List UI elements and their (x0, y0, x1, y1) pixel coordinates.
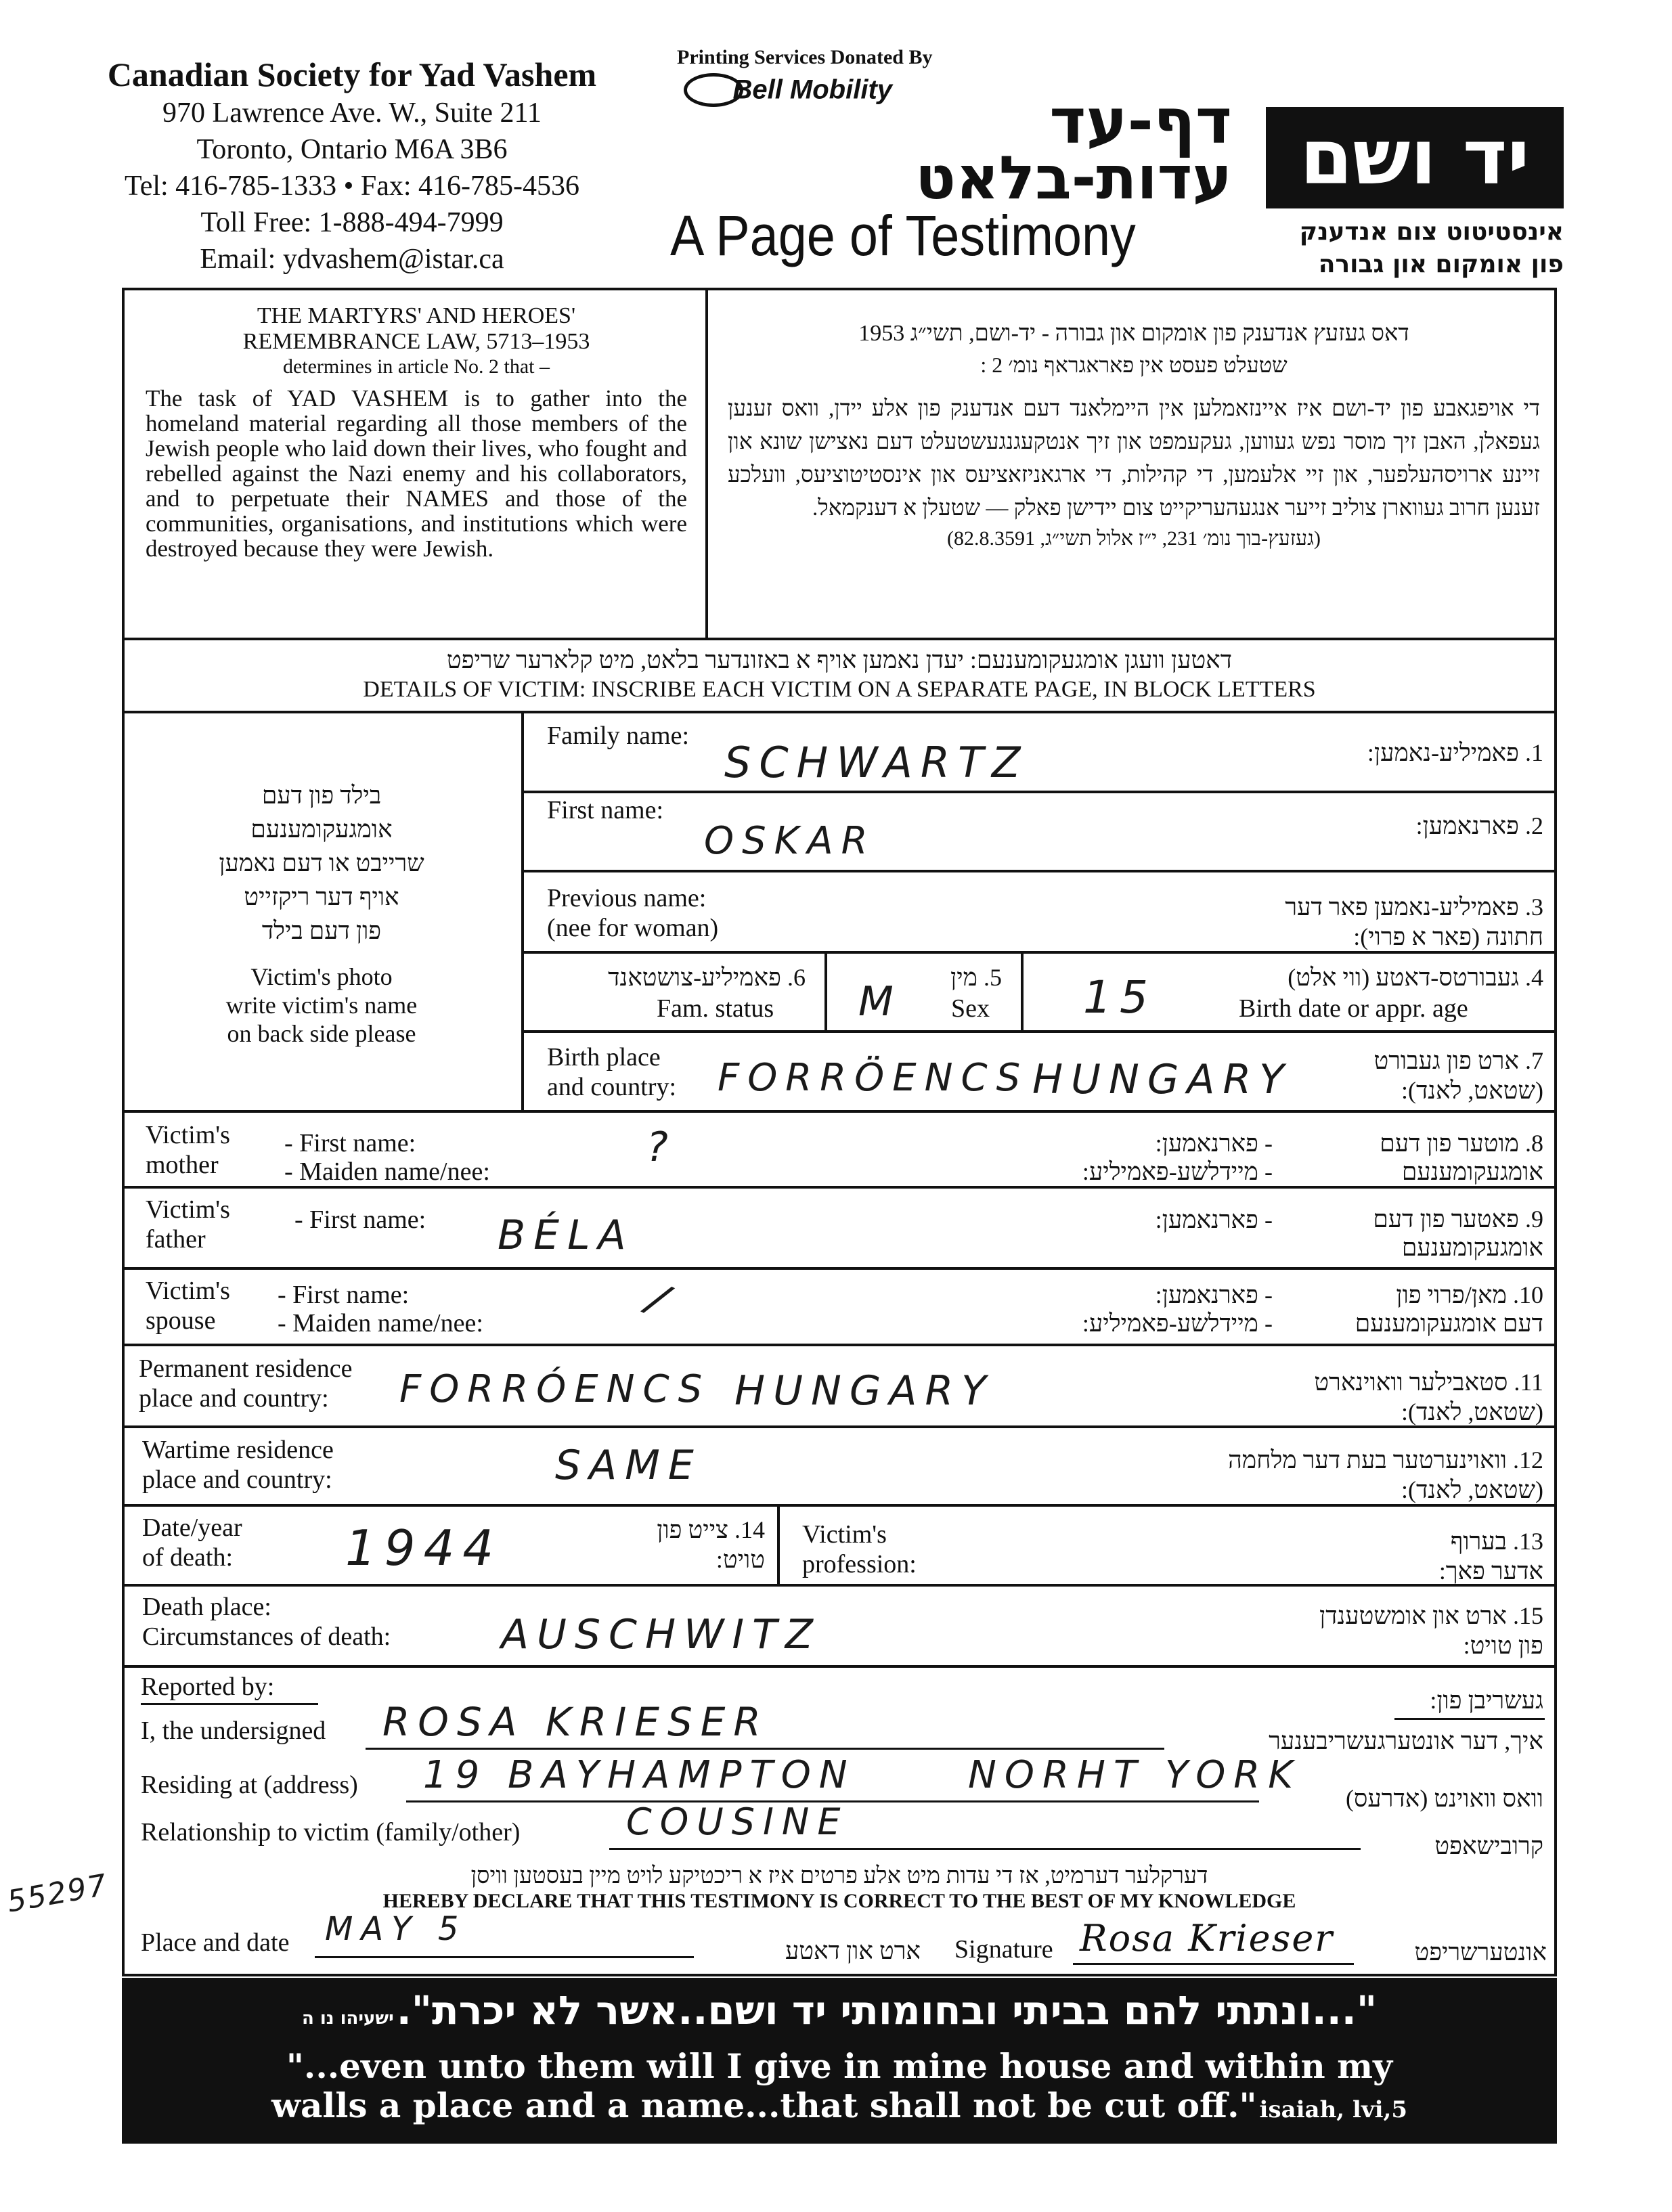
death-date-heb-2: טויט: (716, 1546, 765, 1573)
first-name-heb: 2. פארנאמען: (1415, 812, 1543, 839)
law-title-1: THE MARTYRS' AND HEROES' (257, 303, 576, 328)
death-date-heb-1: 14. צייט פון (657, 1516, 765, 1543)
reported-by-label: Reported by: (141, 1673, 275, 1701)
family-name-value[interactable]: SCHWARTZ (724, 738, 1029, 787)
father-label-2: father (146, 1225, 206, 1254)
undersigned-heb: איך, דער אונטערגעשריבענער (1269, 1727, 1543, 1754)
father-label (146, 1195, 230, 1254)
page-title: A Page of Testimony (670, 204, 1136, 267)
law-box-hebrew (728, 318, 1540, 552)
birth-label: Birth date or appr. age (1239, 994, 1468, 1023)
mother-maiden-name-heb: - מיידלשע-פאמיליע: (1082, 1158, 1273, 1185)
address-label: Residing at (address) (141, 1771, 358, 1799)
wartime-heb-2: (שטאט, לאנד): (1401, 1476, 1543, 1503)
spouse-heb (1252, 1281, 1543, 1337)
signature-label: Signature (954, 1935, 1053, 1964)
birth-place-label-2: and country: (547, 1073, 677, 1101)
spouse-maiden-name-heb: - מיידלשע-פאמיליע: (1082, 1310, 1273, 1337)
org-address1: 970 Lawrence Ave. W., Suite 211 (162, 97, 542, 129)
death-place-heb-1: 15. ארט און אומשטענדן (1319, 1602, 1543, 1629)
spouse-value[interactable]: / (640, 1273, 682, 1329)
law-title-2: REMEMBRANCE LAW, 5713–1953 (242, 329, 590, 354)
relation-heb: קרובישאפט (1434, 1832, 1543, 1859)
previous-name-label-1: Previous name: (547, 884, 707, 912)
previous-name-heb (1083, 892, 1543, 952)
birth-place-heb-2: (שטאט, לאנד): (1401, 1077, 1543, 1104)
spouse-sub-labels (278, 1281, 483, 1337)
declaration-heb: דערקלער דערמיט, אז די עדות מיט אלע פרטים איז א ריכטיקע לויט מיין בעסטען וויסן (470, 1863, 1208, 1888)
wartime-heb (1083, 1445, 1543, 1505)
father-first-name-heb: - פארנאמען: (1155, 1206, 1273, 1233)
father-heb (1286, 1205, 1543, 1262)
birth-place-label (547, 1042, 676, 1102)
father-heb-2: אומגעקומענעם (1401, 1234, 1543, 1261)
death-date-label-1: Date/year (142, 1513, 242, 1542)
signature-heb: אונטערשריפט (1414, 1939, 1547, 1966)
first-name-value[interactable]: OSKAR (704, 819, 876, 863)
mother-label-2: mother (146, 1151, 219, 1179)
banner-en-2: walls a place and a name...that shall not be cut off." (271, 2085, 1257, 2125)
sponsor-label: Printing Services Donated By (677, 46, 933, 68)
spouse-heb-2: דעם אומגעקומענעם (1355, 1310, 1543, 1337)
sex-value[interactable]: M (858, 978, 902, 1025)
birth-value[interactable]: 15 (1083, 971, 1156, 1023)
previous-name-heb-2: חתונה (פאר א פרוי): (1353, 923, 1543, 950)
relation-label: Relationship to victim (family/other) (141, 1818, 521, 1846)
title-yiddish-2: עדות-בלאט (915, 143, 1232, 213)
first-name-label: First name: (547, 796, 664, 824)
death-date-label (142, 1513, 242, 1572)
place-date-heb: ארט און דאטע (785, 1937, 921, 1964)
previous-name-label (547, 883, 718, 943)
profession-label (802, 1520, 917, 1579)
org-tollfree: Toll Free: 1-888-494-7999 (200, 207, 504, 238)
photo-en-2: write victim's name (225, 992, 418, 1019)
undersigned-value[interactable]: ROSA KRIESER (382, 1699, 769, 1745)
margin-number: 55297 (4, 1867, 111, 1920)
photo-heb-1: בילד פון דעם (261, 782, 382, 809)
permanent-heb (1185, 1367, 1543, 1427)
place-date-label: Place and date (141, 1928, 290, 1957)
family-name-heb: 1. פאמיליע-נאמען: (1367, 739, 1543, 766)
law-heb-text: די אויפגאבע פון יד-ושם איז איינזאמלען אין היימלאנד דעם אנדענק פון אלע יידן, וואס זענען געפאלן, האבן זיך מוסר נפש געווען, געקעמפט און זיך אנטקעגנגעשטעלט דעם נאצישן שונא און זיינע ארויסהעלפער, און זיי אלעמען, די קהילות, די ארגאניזאציעס און אינסטיטוציעס, וועלכע זענען חרוב געווארן צוליב זייער אנגעהעריקייט צום יידישן פאלק — שטעלן א דענקמאל. (728, 397, 1540, 521)
law-heb-title-1: דאס געזעץ אנדענק פון אומקום און גבורה - יד-ושם, תשי״ג 1953 (858, 321, 1409, 346)
title-yiddish-1: דף-עד (1049, 85, 1232, 158)
yad-vashem-logo (1266, 107, 1564, 208)
birth-place-heb-1: 7. ארט פון געבורט (1373, 1047, 1543, 1074)
declaration (135, 1863, 1543, 1913)
death-place-value[interactable]: AUSCHWITZ (501, 1611, 821, 1658)
death-date-label-2: of death: (142, 1543, 234, 1572)
wartime-value[interactable]: SAME (555, 1442, 702, 1489)
spouse-heb-1: 10. מאן/פרוי פון (1396, 1281, 1543, 1308)
mother-maiden-name-label: - Maiden name/nee: (284, 1157, 490, 1186)
banner-en-line-2 (122, 2086, 1557, 2125)
fam-status-label: Fam. status (657, 994, 774, 1023)
sex-label: Sex (951, 994, 990, 1023)
mother-label (146, 1120, 230, 1180)
address-value-2[interactable]: NORHT YORK (968, 1753, 1301, 1797)
mother-value[interactable]: ? (646, 1124, 676, 1171)
death-place-label (142, 1592, 391, 1652)
birth-place-label-1: Birth place (547, 1043, 661, 1071)
relation-value[interactable]: COUSINE (626, 1800, 849, 1843)
profession-heb (1286, 1526, 1543, 1586)
permanent-label-1: Permanent residence (139, 1354, 353, 1383)
photo-en-3: on back side please (227, 1020, 416, 1047)
photo-heb-5: פון דעם בילד (261, 917, 382, 944)
law-title-3: determines in article No. 2 that – (282, 355, 550, 378)
banner-en-1: "...even unto them will I give in mine house and within my (286, 2046, 1393, 2086)
banner-heb-ref: ישעיהו נו ה (301, 2008, 394, 2029)
wartime-label-2: place and country: (142, 1465, 332, 1494)
photo-en-1: Victim's photo (250, 963, 393, 990)
spouse-label-1: Victim's (146, 1277, 230, 1305)
photo-heb-3: שרייבט או דעם נאמען (219, 849, 424, 877)
reported-by-heb: געשריבן פון: (1430, 1687, 1543, 1714)
birth-place-value[interactable]: FORRÖENCS (718, 1056, 1029, 1100)
permanent-label (139, 1354, 352, 1413)
law-box-english (146, 303, 687, 561)
banner-heb-line (162, 1987, 1516, 2033)
birth-place-heb (1286, 1046, 1543, 1105)
sex-heb: 5. מין (950, 964, 1002, 991)
father-heb-1: 9. פאטער פון דעם (1373, 1205, 1543, 1233)
spouse-maiden-name-label: - Maiden name/nee: (278, 1309, 483, 1337)
wartime-label-1: Wartime residence (142, 1436, 334, 1464)
mother-first-name-heb: - פארנאמען: (1155, 1130, 1273, 1157)
bell-mobility-logo (684, 73, 892, 107)
permanent-label-2: place and country: (139, 1384, 329, 1413)
law-heb-ref: (געזעץ-בוך נומ׳ 231, י״ז אלול תשי״ג, 82.8.3591) (947, 527, 1321, 550)
address-value-1[interactable]: 19 BAYHAMPTON (423, 1753, 856, 1797)
banner-heb: "...ונתתי להם בביתי ובחומותי יד ושם..אשר לא יכרת". (396, 1987, 1378, 2033)
org-name: Canadian Society for Yad Vashem (107, 56, 597, 93)
place-date-value[interactable]: MAY 5 (325, 1910, 467, 1948)
death-date-heb (596, 1515, 765, 1574)
death-place-heb (1185, 1601, 1543, 1660)
permanent-place-value[interactable]: FORRÓENCS (399, 1367, 711, 1411)
wartime-heb-1: 12. וואוינערטער בעת דער מלחמה (1228, 1446, 1543, 1474)
address-heb: וואס וואוינט (אדרעס) (1345, 1785, 1543, 1812)
spouse-label (146, 1276, 230, 1335)
details-header-en: DETAILS OF VICTIM: INSCRIBE EACH VICTIM ON A SEPARATE PAGE, IN BLOCK LETTERS (363, 677, 1316, 702)
profession-label-2: profession: (802, 1550, 917, 1578)
mother-first-name-label: - First name: (284, 1129, 416, 1157)
spouse-label-2: spouse (146, 1306, 216, 1335)
org-address2: Toronto, Ontario M6A 3B6 (196, 134, 508, 165)
yad-vashem-sub2: פון אומקום און גבורה (1318, 250, 1564, 278)
father-label-1: Victim's (146, 1195, 230, 1224)
mother-label-1: Victim's (146, 1121, 230, 1149)
yad-vashem-logo-text: יד ושם (1300, 114, 1530, 202)
org-email: Email: ydvashem@istar.ca (200, 244, 504, 275)
death-date-value[interactable]: 1944 (345, 1520, 502, 1576)
death-place-label-1: Death place: (142, 1593, 271, 1621)
yad-vashem-sub1: אינסטיטוט צום אנדענק (1299, 218, 1564, 246)
spouse-first-name-label: - First name: (278, 1281, 410, 1309)
permanent-heb-2: (שטאט, לאנד): (1401, 1398, 1543, 1425)
permanent-country-value[interactable]: HUNGARY (734, 1367, 994, 1415)
mother-sub-labels (284, 1129, 490, 1186)
family-name-label: Family name: (547, 722, 690, 750)
photo-heb-2: אומגעקומענעם (250, 816, 393, 843)
fam-status-heb: 6. פאמיליע-צושטאנד (608, 964, 806, 991)
law-text: The task of YAD VASHEM is to gather into the homeland material regarding all those members of the Jewish people who laid down their lives, who fought and rebelled against the Nazi enemy and his collaborators, and to perpetuate their NAMES and those of the communities, organisations, and institutions which were destroyed because they were Jewish. (146, 385, 687, 562)
father-value[interactable]: BÉLA (498, 1212, 634, 1259)
declaration-en: HEREBY DECLARE THAT THIS TESTIMONY IS CORRECT TO THE BEST OF MY KNOWLEDGE (382, 1890, 1296, 1912)
spouse-first-name-heb: - פארנאמען: (1155, 1281, 1273, 1308)
signature-value[interactable]: Rosa Krieser (1080, 1917, 1334, 1960)
previous-name-label-2: (nee for woman) (547, 914, 719, 942)
birth-country-value[interactable]: HUNGARY (1032, 1056, 1292, 1103)
org-phones: Tel: 416-785-1333 • Fax: 416-785-4536 (124, 171, 580, 202)
wartime-label (142, 1435, 334, 1495)
photo-heb-4: אויף דער ריקזייט (244, 883, 399, 910)
mother-heb-1: 8. מוטער פון דעם (1380, 1130, 1543, 1157)
mother-heb-2: אומגעקומענעם (1401, 1158, 1543, 1185)
death-place-heb-2: פון טויט: (1463, 1632, 1543, 1659)
mother-sub-heb (948, 1129, 1273, 1186)
law-heb-title-2: שטעלט פעסט אין פאראגראף נומ׳ 2 : (980, 353, 1288, 377)
death-place-label-2: Circumstances of death: (142, 1622, 391, 1651)
profession-heb-2: אדער פאך: (1438, 1557, 1543, 1585)
sponsor-logo-text: Bell Mobility (732, 74, 893, 105)
permanent-heb-1: 11. סטאבילער וואוינארט (1314, 1369, 1543, 1396)
banner-en-ref: isaiah, lvi,5 (1259, 2096, 1408, 2123)
quote-banner (122, 1978, 1557, 2144)
details-header-heb: דאטען וועגן אומגעקומענעם: יעדן נאמען אויף א באזונדער בלאט, מיט קלארער שריפט (446, 646, 1233, 673)
spouse-sub-heb (948, 1281, 1273, 1337)
previous-name-heb-1: 3. פאמיליע-נאמען פאר דער (1285, 893, 1543, 921)
birth-heb: 4. געבורטס-דאטע (ווי אלט) (1288, 964, 1543, 991)
org-block (74, 54, 630, 278)
father-first-name-label: - First name: (294, 1205, 426, 1234)
details-header (122, 644, 1557, 704)
mother-heb (1286, 1129, 1543, 1186)
photo-box (129, 778, 514, 1048)
profession-label-1: Victim's (802, 1520, 887, 1549)
undersigned-label: I, the undersigned (141, 1717, 326, 1745)
profession-heb-1: 13. בערוף (1450, 1528, 1543, 1555)
